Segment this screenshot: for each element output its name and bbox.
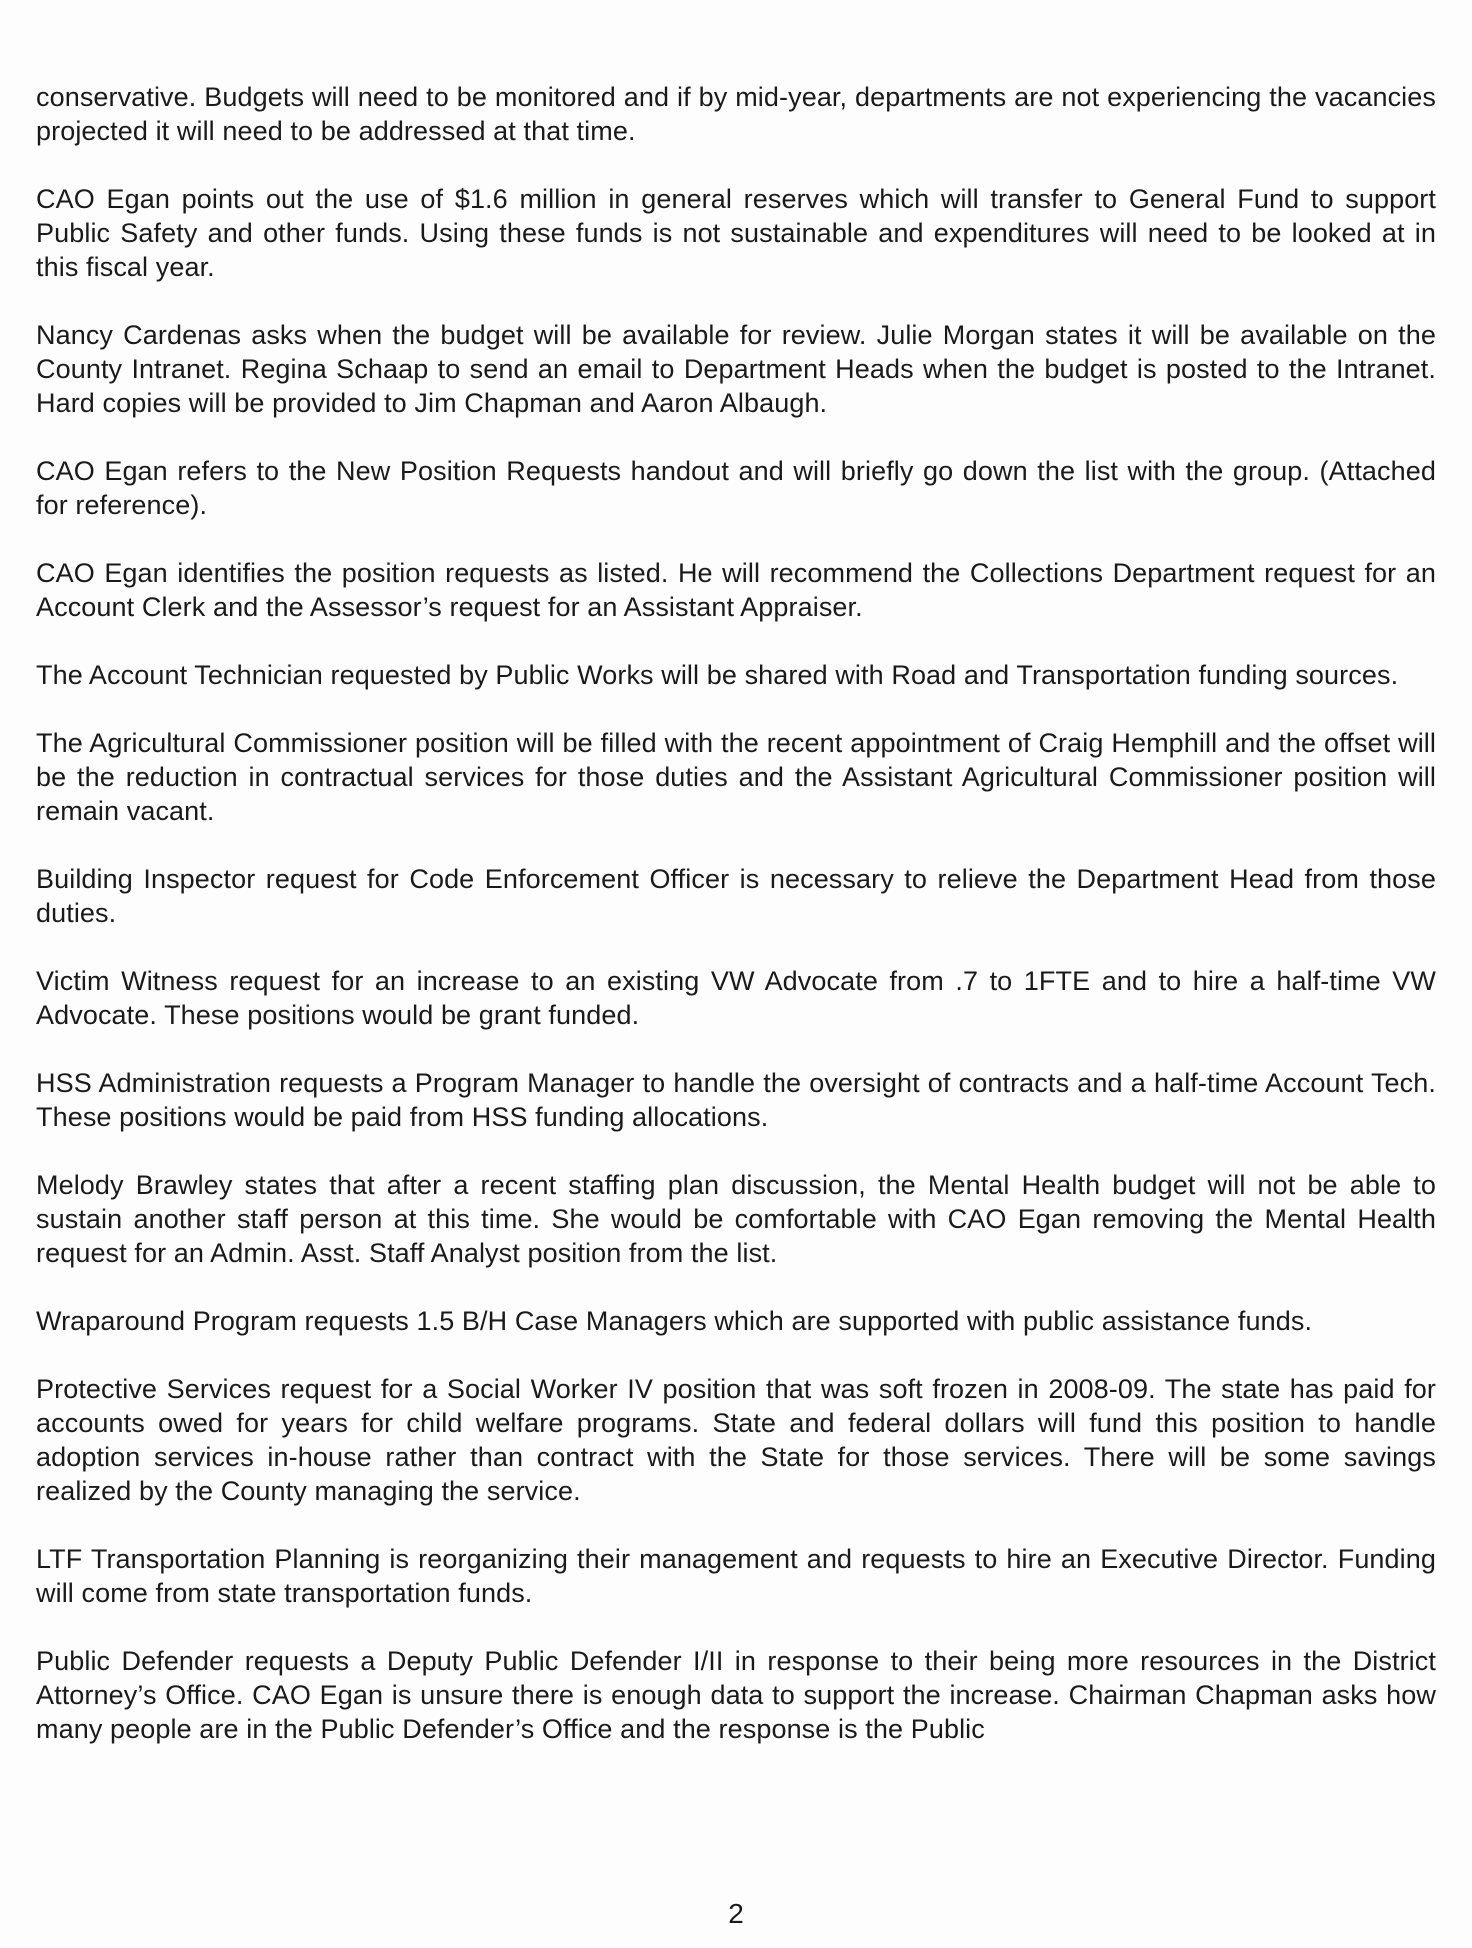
paragraph-victim-witness: Victim Witness request for an increase to an existing VW Advocate from .7 to 1FTE and to hire a half-time VW Advocate. These positions would be grant funded. bbox=[36, 966, 1436, 1030]
paragraph-ltf-transportation: LTF Transportation Planning is reorganizing their management and requests to hire an Executive Director. Funding will come from state transportation funds. bbox=[36, 1544, 1436, 1608]
document-body bbox=[36, 80, 1436, 1780]
paragraph-public-defender: Public Defender requests a Deputy Public Defender I/II in response to their being more resources in the District Attorney’s Office. CAO Egan is unsure there is enough data to support the increase. Chairman Chapman asks how many people are in the Public Defender’s Office and the response is the Public bbox=[36, 1646, 1436, 1744]
paragraph-budget-availability: Nancy Cardenas asks when the budget will be available for review. Julie Morgan states it will be available on the County Intranet. Regina Schaap to send an email to Department Heads when the budget is posted to the Intranet. Hard copies will be provided to Jim Chapman and Aaron Albaugh. bbox=[36, 320, 1436, 418]
paragraph-position-requests-handout: CAO Egan refers to the New Position Requests handout and will briefly go down the list with the group. (Attached for reference). bbox=[36, 456, 1436, 520]
paragraph-position-recommendations: CAO Egan identifies the position requests as listed. He will recommend the Collections Department request for an Account Clerk and the Assessor’s request for an Assistant Appraiser. bbox=[36, 558, 1436, 622]
paragraph-protective-services: Protective Services request for a Social Worker IV position that was soft frozen in 2008-09. The state has paid for accounts owed for years for child welfare programs. State and federal dollars will fund this position to handle adoption services in-house rather than contract with the State for those services. There will be some savings realized by the County managing the service. bbox=[36, 1374, 1436, 1506]
paragraph-building-inspector: Building Inspector request for Code Enforcement Officer is necessary to relieve the Department Head from those duties. bbox=[36, 864, 1436, 928]
page-number: 2 bbox=[728, 1898, 744, 1929]
paragraph-wraparound-program: Wraparound Program requests 1.5 B/H Case Managers which are supported with public assistance funds. bbox=[36, 1306, 1313, 1336]
paragraph-agricultural-commissioner: The Agricultural Commissioner position will be filled with the recent appointment of Craig Hemphill and the offset will be the reduction in contractual services for those duties and the Assistant Agricultural Commissioner position will remain vacant. bbox=[36, 728, 1436, 826]
paragraph-hss-administration: HSS Administration requests a Program Manager to handle the oversight of contracts and a half-time Account Tech. These positions would be paid from HSS funding allocations. bbox=[36, 1068, 1436, 1132]
paragraph-mental-health: Melody Brawley states that after a recent staffing plan discussion, the Mental Health budget will not be able to sustain another staff person at this time. She would be comfortable with CAO Egan removing the Mental Health request for an Admin. Asst. Staff Analyst position from the list. bbox=[36, 1170, 1436, 1268]
paragraph-general-reserves: CAO Egan points out the use of $1.6 million in general reserves which will transfer to General Fund to support Public Safety and other funds. Using these funds is not sustainable and expenditures will need to be looked at in this fiscal year. bbox=[36, 184, 1436, 282]
paragraph-account-technician: The Account Technician requested by Public Works will be shared with Road and Transportation funding sources. bbox=[36, 660, 1399, 690]
paragraph-budget-monitoring: conservative. Budgets will need to be monitored and if by mid-year, departments are not experiencing the vacancies projected it will need to be addressed at that time. bbox=[36, 82, 1436, 146]
